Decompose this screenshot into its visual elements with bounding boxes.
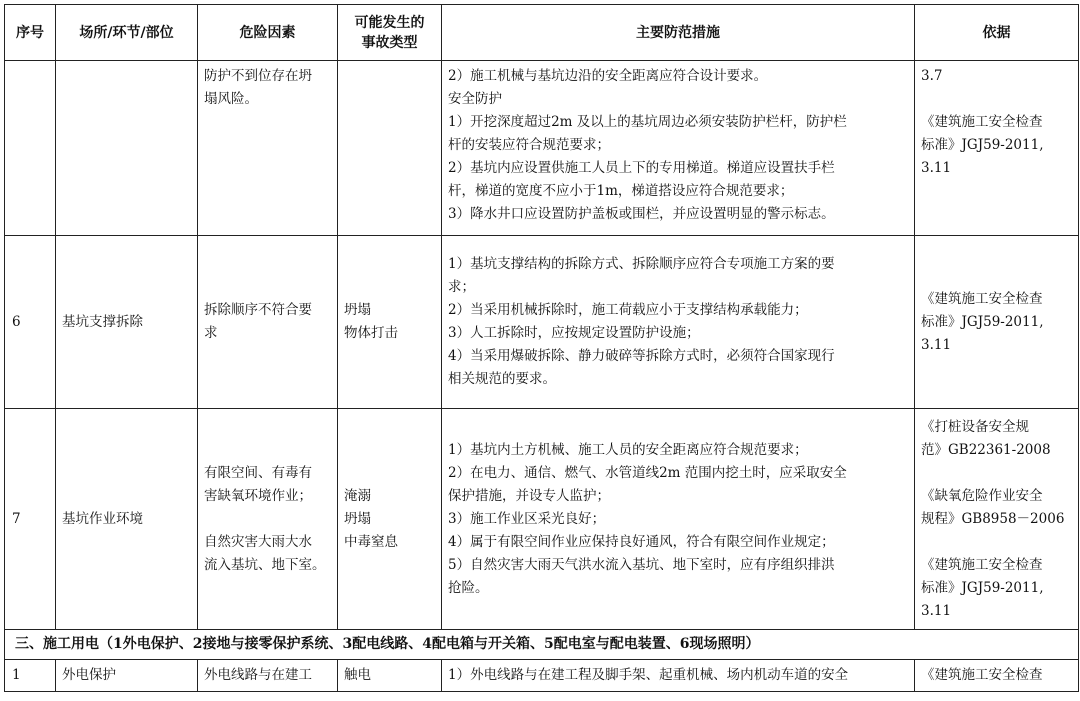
hazard-line: 塌风险。 bbox=[204, 91, 258, 107]
hazard-line: 求 bbox=[204, 325, 218, 341]
basis-line: 规程》GB8958－2006 bbox=[921, 510, 1065, 527]
cell-basis bbox=[915, 61, 1079, 236]
basis-line bbox=[921, 88, 1072, 111]
header-accident-type bbox=[338, 5, 442, 61]
measure-line: 抢险。 bbox=[448, 579, 489, 596]
cell-no: 7 bbox=[5, 409, 56, 630]
measure-line: 5）自然灾害大雨天气洪水流入基坑、地下室时，应有序组织排洪 bbox=[448, 556, 835, 573]
header-no: 序号 bbox=[5, 5, 56, 61]
cell-measures bbox=[442, 61, 915, 236]
measure-line: 1）基坑支撑结构的拆除方式、拆除顺序应符合专项施工方案的要 bbox=[448, 256, 835, 272]
hazard-line bbox=[204, 508, 331, 531]
hazard-line: 害缺氧环境作业； bbox=[204, 487, 312, 504]
measure-line: 杆的安装应符合规范要求； bbox=[448, 137, 610, 153]
measure-line: 4）当采用爆破拆除、静力破碎等拆除方式时，必须符合国家现行 bbox=[448, 348, 835, 364]
measure-line: 2）施工机械与基坑边沿的安全距离应符合设计要求。 bbox=[448, 68, 768, 84]
cell-hazard bbox=[198, 61, 338, 236]
safety-measures-table-sheet bbox=[4, 4, 1078, 692]
cell-measures: 1）外电线路与在建工程及脚手架、起重机械、场内机动车道的安全 bbox=[442, 660, 915, 692]
basis-line: 《建筑施工安全检查 bbox=[921, 556, 1043, 573]
measure-line: 3）施工作业区采光良好； bbox=[448, 510, 606, 527]
hazard-line: 防护不到位存在坍 bbox=[204, 68, 312, 84]
measure-line: 4）属于有限空间作业应保持良好通风，符合有限空间作业规定； bbox=[448, 533, 835, 550]
accident-line: 坍塌 bbox=[344, 302, 371, 318]
basis-line: 3.11 bbox=[921, 160, 952, 176]
cell-basis: 《建筑施工安全检查 bbox=[915, 660, 1079, 692]
header-hazard: 危险因素 bbox=[198, 5, 338, 61]
cell-accident: 触电 bbox=[338, 660, 442, 692]
basis-line: 《建筑施工安全检查 bbox=[921, 114, 1043, 130]
hazard-line: 自然灾害大雨大水 bbox=[204, 533, 312, 550]
cell-measures bbox=[442, 409, 915, 630]
measure-line: 3）降水井口应设置防护盖板或围栏，并应设置明显的警示标志。 bbox=[448, 206, 835, 222]
measure-line: 2）基坑内应设置供施工人员上下的专用梯道。梯道应设置扶手栏 bbox=[448, 160, 835, 176]
header-basis: 依据 bbox=[915, 5, 1079, 61]
basis-line: 3.11 bbox=[921, 336, 952, 353]
measure-line: 1）基坑内土方机械、施工人员的安全距离应符合规范要求； bbox=[448, 441, 808, 458]
cell-place: 基坑支撑拆除 bbox=[56, 236, 198, 409]
measure-line: 相关规范的要求。 bbox=[448, 371, 556, 387]
accident-line: 物体打击 bbox=[344, 325, 398, 341]
cell-basis bbox=[915, 409, 1079, 630]
basis-line: 3.11 bbox=[921, 602, 952, 619]
measure-line: 安全防护 bbox=[448, 91, 502, 107]
cell-measures bbox=[442, 236, 915, 409]
hazard-line: 流入基坑、地下室。 bbox=[204, 556, 326, 573]
table-header-row bbox=[5, 5, 1079, 61]
table-row-6 bbox=[5, 236, 1079, 409]
measure-line: 杆，梯道的宽度不应小于1m，梯道搭设应符合规范要求； bbox=[448, 183, 794, 199]
basis-line: 标准》JGJ59-2011, bbox=[921, 313, 1044, 330]
accident-line: 坍塌 bbox=[344, 510, 371, 527]
header-accident-line-1: 可能发生的 bbox=[354, 14, 425, 31]
accident-line: 淹溺 bbox=[344, 487, 371, 504]
cell-no: 1 bbox=[5, 660, 56, 692]
basis-line: 标准》JGJ59-2011, bbox=[921, 137, 1044, 153]
cell-hazard bbox=[198, 236, 338, 409]
basis-line bbox=[921, 462, 1072, 485]
cell-accident bbox=[338, 236, 442, 409]
hazard-line: 拆除顺序不符合要 bbox=[204, 302, 312, 318]
basis-line: 《缺氧危险作业安全 bbox=[921, 487, 1043, 504]
cell-accident bbox=[338, 61, 442, 236]
section-heading-row bbox=[5, 630, 1079, 660]
basis-line: 《打桩设备安全规 bbox=[921, 418, 1029, 435]
measure-line: 3）人工拆除时，应按规定设置防护设施； bbox=[448, 325, 700, 341]
safety-measures-table bbox=[4, 4, 1079, 692]
basis-line: 3.7 bbox=[921, 68, 943, 84]
header-accident-line-2: 事故类型 bbox=[361, 34, 418, 51]
cell-place: 基坑作业环境 bbox=[56, 409, 198, 630]
cell-accident bbox=[338, 409, 442, 630]
hazard-line: 有限空间、有毒有 bbox=[204, 464, 312, 481]
measure-line: 1）开挖深度超过2m 及以上的基坑周边必须安装防护栏杆，防护栏 bbox=[448, 114, 847, 130]
basis-line bbox=[921, 531, 1072, 554]
measure-line: 2）当采用机械拆除时，施工荷载应小于支撑结构承载能力； bbox=[448, 302, 808, 318]
cell-place: 外电保护 bbox=[56, 660, 198, 692]
table-row-1 bbox=[5, 660, 1079, 692]
header-measures: 主要防范措施 bbox=[442, 5, 915, 61]
section-heading: 三、施工用电（1外电保护、2接地与接零保护系统、3配电线路、4配电箱与开关箱、5配电室与配电装置、6现场照明） bbox=[5, 630, 1079, 660]
cell-hazard: 外电线路与在建工 bbox=[198, 660, 338, 692]
cell-no bbox=[5, 61, 56, 236]
header-place: 场所/环节/部位 bbox=[56, 5, 198, 61]
cell-hazard bbox=[198, 409, 338, 630]
basis-line: 标准》JGJ59-2011, bbox=[921, 579, 1044, 596]
measure-line: 保护措施，并设专人监护； bbox=[448, 487, 610, 504]
cell-basis bbox=[915, 236, 1079, 409]
cell-no: 6 bbox=[5, 236, 56, 409]
measure-line: 2）在电力、通信、燃气、水管道线2m 范围内挖土时，应采取安全 bbox=[448, 464, 847, 481]
table-row-7 bbox=[5, 409, 1079, 630]
accident-line: 中毒窒息 bbox=[344, 533, 398, 550]
basis-line: 范》GB22361-2008 bbox=[921, 441, 1051, 458]
table-row-continued bbox=[5, 61, 1079, 236]
measure-line: 求； bbox=[448, 279, 475, 295]
basis-line: 《建筑施工安全检查 bbox=[921, 290, 1043, 307]
cell-place bbox=[56, 61, 198, 236]
